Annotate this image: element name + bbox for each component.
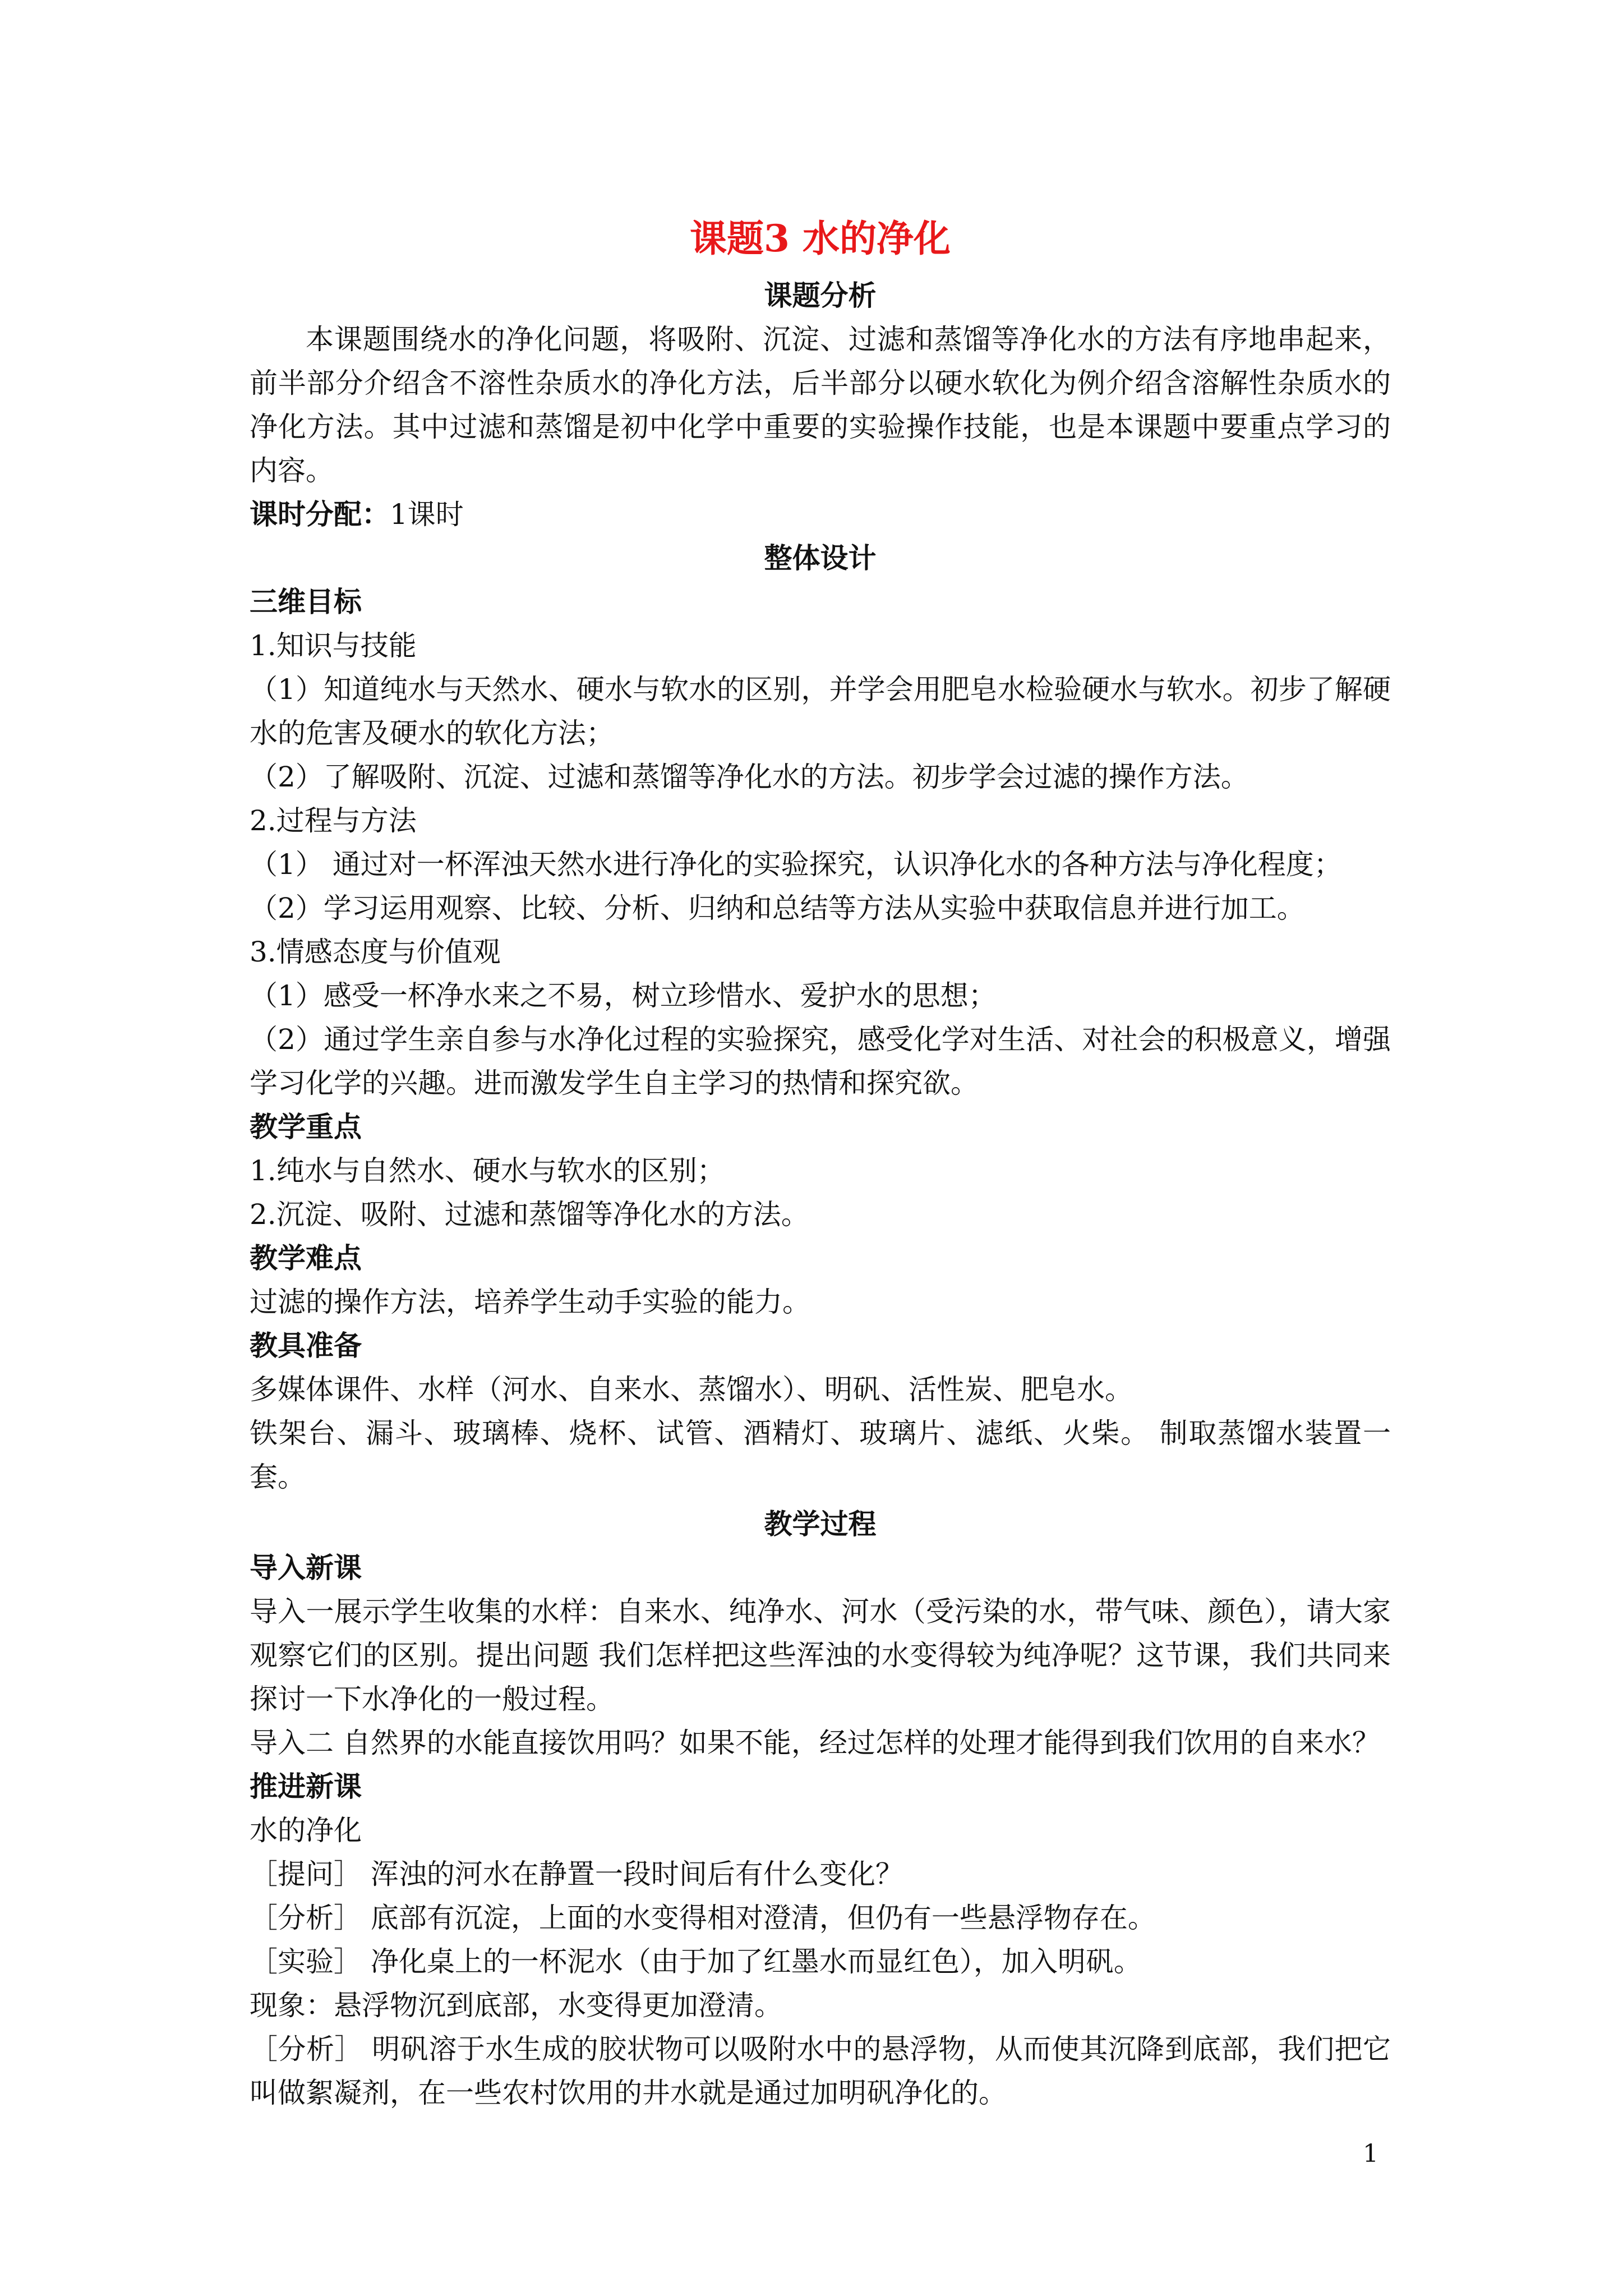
class-hours-value: 1课时 bbox=[390, 498, 464, 531]
difficulty-heading: 教学难点 bbox=[250, 1241, 362, 1274]
experiment-line: ［实验］ 净化桌上的一杯泥水（由于加了红墨水而显红色），加入明矾。 bbox=[250, 1945, 1142, 1978]
analysis-heading: 课题分析 bbox=[764, 279, 877, 312]
emotion-item-1: （1）感受一杯净水来之不易，树立珍惜水、爱护水的思想； bbox=[250, 979, 997, 1012]
document-body bbox=[250, 208, 1391, 2115]
key-point-1: 1.纯水与自然水、硬水与软水的区别； bbox=[250, 1154, 725, 1187]
intro-heading: 导入新课 bbox=[250, 1551, 362, 1584]
analysis-paragraph: 本课题围绕水的净化问题，将吸附、沉淀、过滤和蒸馏等净化水的方法有序地串起来，前半部分介绍含不溶性杂质水的净化方法，后半部分以硬水软化为例介绍含溶解性杂质水的净化方法。其中过滤和蒸馏是初中化学中重要的实验操作技能，也是本课题中要重点学习的内容。 bbox=[250, 323, 1391, 487]
page-number: 1 bbox=[1363, 2139, 1378, 2168]
intro-paragraph-2: 导入二 自然界的水能直接饮用吗？如果不能，经过怎样的处理才能得到我们饮用的自来水？ bbox=[250, 1727, 1380, 1759]
key-points-heading: 教学重点 bbox=[250, 1110, 362, 1143]
class-hours-line bbox=[250, 493, 1391, 536]
advance-heading: 推进新课 bbox=[250, 1770, 362, 1803]
process-method-heading: 2.过程与方法 bbox=[250, 804, 417, 837]
intro-paragraph-1: 导入一展示学生收集的水样：自来水、纯净水、河水（受污染的水，带气味、颜色），请大家观察它们的区别。提出问题 我们怎样把这些浑浊的水变得较为纯净呢？这节课，我们共同来探讨一下水净化的一般过程。 bbox=[250, 1595, 1391, 1715]
phenomenon-line: 现象：悬浮物沉到底部，水变得更加澄清。 bbox=[250, 1989, 782, 2022]
process-method-item-2: （2）学习运用观察、比较、分析、归纳和总结等方法从实验中获取信息并进行加工。 bbox=[250, 892, 1305, 924]
topic-line: 水的净化 bbox=[250, 1814, 362, 1847]
question-line: ［提问］ 浑浊的河水在静置一段时间后有什么变化？ bbox=[250, 1858, 903, 1890]
process-method-item-1: （1） 通过对一杯浑浊天然水进行净化的实验探究，认识净化水的各种方法与净化程度； bbox=[250, 848, 1342, 881]
knowledge-heading: 1.知识与技能 bbox=[250, 629, 417, 662]
page-title: 课题3 水的净化 bbox=[690, 217, 951, 260]
analysis-line-1: ［分析］ 底部有沉淀，上面的水变得相对澄清，但仍有一些悬浮物存在。 bbox=[250, 1902, 1156, 1934]
knowledge-item-1: （1）知道纯水与天然水、硬水与软水的区别，并学会用肥皂水检验硬水与软水。初步了解硬水的危害及硬水的软化方法； bbox=[250, 673, 1391, 749]
goals-heading: 三维目标 bbox=[250, 585, 362, 618]
teaching-process-heading: 教学过程 bbox=[764, 1507, 877, 1540]
emotion-heading: 3.情感态度与价值观 bbox=[250, 936, 501, 968]
materials-line-2: 铁架台、漏斗、玻璃棒、烧杯、试管、酒精灯、玻璃片、滤纸、火柴。 制取蒸馏水装置一套。 bbox=[250, 1417, 1391, 1493]
difficulty-text: 过滤的操作方法，培养学生动手实验的能力。 bbox=[250, 1286, 810, 1318]
emotion-item-2: （2）通过学生亲自参与水净化过程的实验探究，感受化学对生活、对社会的积极意义，增强学习化学的兴趣。进而激发学生自主学习的热情和探究欲。 bbox=[250, 1023, 1391, 1099]
key-point-2: 2.沉淀、吸附、过滤和蒸馏等净化水的方法。 bbox=[250, 1198, 809, 1231]
materials-line-1: 多媒体课件、水样（河水、自来水、蒸馏水）、明矾、活性炭、肥皂水。 bbox=[250, 1373, 1133, 1406]
design-heading: 整体设计 bbox=[764, 541, 877, 574]
class-hours-label: 课时分配： bbox=[250, 498, 390, 531]
analysis-line-2: ［分析］ 明矾溶于水生成的胶状物可以吸附水中的悬浮物，从而使其沉降到底部，我们把它叫做絮凝剂，在一些农村饮用的井水就是通过加明矾净化的。 bbox=[250, 2033, 1391, 2109]
knowledge-item-2: （2）了解吸附、沉淀、过滤和蒸馏等净化水的方法。初步学会过滤的操作方法。 bbox=[250, 761, 1249, 793]
materials-heading: 教具准备 bbox=[250, 1329, 362, 1362]
